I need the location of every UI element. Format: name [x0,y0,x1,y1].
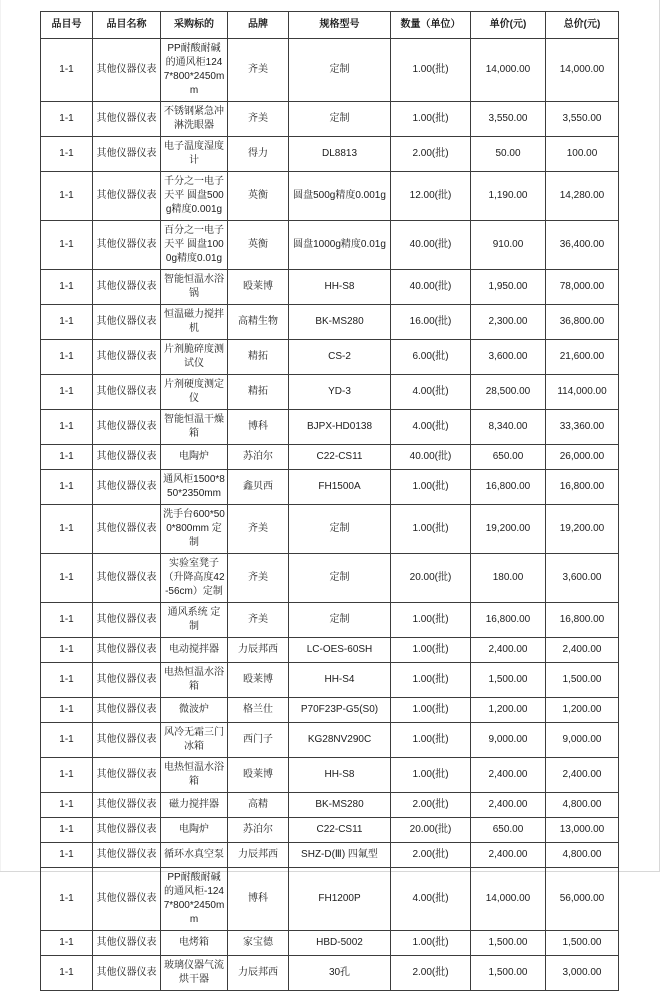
table-row [41,270,619,305]
cell-brand: 苏泊尔 [228,445,289,470]
cell-unit_price: 2,400.00 [471,843,546,868]
cell-unit_price: 16,800.00 [471,603,546,638]
cell-spec: CS-2 [289,340,391,375]
cell-qty: 2.00(批) [391,793,471,818]
cell-total_price: 4,800.00 [546,843,619,868]
cell-spec: 定制 [289,505,391,554]
cell-qty: 1.00(批) [391,638,471,663]
cell-item_name: 其他仪器仪表 [93,305,161,340]
table-row [41,843,619,868]
cell-qty: 40.00(批) [391,270,471,305]
cell-target: 百分之一电子天平 圆盘1000g精度0.01g [161,221,228,270]
cell-target: 电子温度湿度计 [161,137,228,172]
cell-brand: 西门子 [228,723,289,758]
cell-item_no: 1-1 [41,723,93,758]
cell-item_no: 1-1 [41,102,93,137]
cell-total_price: 3,550.00 [546,102,619,137]
cell-unit_price: 2,400.00 [471,758,546,793]
cell-brand: 格兰仕 [228,698,289,723]
cell-spec: HBD-5002 [289,931,391,956]
cell-brand: 精拓 [228,375,289,410]
table-body [41,39,619,991]
table-row [41,305,619,340]
cell-item_no: 1-1 [41,305,93,340]
cell-qty: 40.00(批) [391,445,471,470]
cell-spec: SHZ-D(Ⅲ) 四氟型 [289,843,391,868]
table-row [41,818,619,843]
cell-spec: 30孔 [289,956,391,991]
cell-spec: 定制 [289,39,391,102]
cell-total_price: 3,600.00 [546,554,619,603]
cell-item_no: 1-1 [41,137,93,172]
cell-brand: 殴莱博 [228,270,289,305]
cell-item_name: 其他仪器仪表 [93,603,161,638]
cell-unit_price: 19,200.00 [471,505,546,554]
cell-unit_price: 1,190.00 [471,172,546,221]
cell-item_no: 1-1 [41,39,93,102]
cell-item_no: 1-1 [41,505,93,554]
cell-target: 电热恒温水浴箱 [161,758,228,793]
cell-item_no: 1-1 [41,638,93,663]
cell-target: 不锈钢紧急冲淋洗眼器 [161,102,228,137]
cell-spec: HH-S4 [289,663,391,698]
cell-brand: 齐美 [228,505,289,554]
table-header-row [41,12,619,39]
cell-item_name: 其他仪器仪表 [93,723,161,758]
cell-total_price: 9,000.00 [546,723,619,758]
cell-item_no: 1-1 [41,931,93,956]
cell-item_name: 其他仪器仪表 [93,172,161,221]
cell-qty: 2.00(批) [391,843,471,868]
cell-item_name: 其他仪器仪表 [93,375,161,410]
cell-item_name: 其他仪器仪表 [93,868,161,931]
cell-brand: 博科 [228,410,289,445]
column-header-qty: 数量（单位） [391,12,471,39]
cell-total_price: 100.00 [546,137,619,172]
table-row [41,137,619,172]
table-row [41,868,619,931]
table-row [41,445,619,470]
cell-qty: 1.00(批) [391,505,471,554]
cell-brand: 博科 [228,868,289,931]
cell-target: 通风系统 定制 [161,603,228,638]
cell-target: 电陶炉 [161,445,228,470]
cell-target: PP耐酸耐碱的通风柜-1247*800*2450mm [161,868,228,931]
cell-item_no: 1-1 [41,663,93,698]
column-header-brand: 品牌 [228,12,289,39]
cell-item_name: 其他仪器仪表 [93,663,161,698]
cell-brand: 齐美 [228,39,289,102]
cell-brand: 殴莱博 [228,663,289,698]
table-row [41,39,619,102]
table-row [41,956,619,991]
cell-unit_price: 2,300.00 [471,305,546,340]
cell-item_name: 其他仪器仪表 [93,793,161,818]
cell-item_no: 1-1 [41,221,93,270]
cell-item_name: 其他仪器仪表 [93,698,161,723]
cell-brand: 齐美 [228,554,289,603]
cell-target: 电动搅拌器 [161,638,228,663]
cell-unit_price: 1,200.00 [471,698,546,723]
cell-item_name: 其他仪器仪表 [93,818,161,843]
cell-unit_price: 3,550.00 [471,102,546,137]
cell-unit_price: 1,950.00 [471,270,546,305]
cell-item_no: 1-1 [41,758,93,793]
cell-item_name: 其他仪器仪表 [93,470,161,505]
cell-target: 片剂硬度测定仪 [161,375,228,410]
cell-item_name: 其他仪器仪表 [93,505,161,554]
cell-qty: 1.00(批) [391,470,471,505]
cell-qty: 20.00(批) [391,818,471,843]
cell-brand: 力辰邦西 [228,956,289,991]
cell-spec: 定制 [289,603,391,638]
cell-item_no: 1-1 [41,270,93,305]
cell-target: 磁力搅拌器 [161,793,228,818]
cell-qty: 1.00(批) [391,758,471,793]
cell-unit_price: 28,500.00 [471,375,546,410]
table-row [41,638,619,663]
table-row [41,102,619,137]
column-header-unit_price: 单价(元) [471,12,546,39]
cell-unit_price: 8,340.00 [471,410,546,445]
cell-brand: 精拓 [228,340,289,375]
cell-item_name: 其他仪器仪表 [93,221,161,270]
cell-item_name: 其他仪器仪表 [93,445,161,470]
cell-qty: 4.00(批) [391,375,471,410]
cell-qty: 1.00(批) [391,603,471,638]
cell-item_no: 1-1 [41,554,93,603]
cell-item_no: 1-1 [41,868,93,931]
cell-item_name: 其他仪器仪表 [93,638,161,663]
cell-spec: 定制 [289,554,391,603]
cell-unit_price: 1,500.00 [471,931,546,956]
cell-spec: BJPX-HD0138 [289,410,391,445]
cell-item_no: 1-1 [41,410,93,445]
cell-target: 电烤箱 [161,931,228,956]
cell-qty: 1.00(批) [391,931,471,956]
table-row [41,793,619,818]
cell-spec: FH1500A [289,470,391,505]
cell-spec: C22-CS11 [289,445,391,470]
cell-item_no: 1-1 [41,956,93,991]
cell-target: 风冷无霜三门冰箱 [161,723,228,758]
cell-qty: 1.00(批) [391,39,471,102]
column-header-item_no: 品目号 [41,12,93,39]
table-row [41,931,619,956]
cell-total_price: 1,200.00 [546,698,619,723]
table-row [41,410,619,445]
cell-unit_price: 910.00 [471,221,546,270]
cell-item_no: 1-1 [41,793,93,818]
cell-unit_price: 50.00 [471,137,546,172]
cell-spec: BK-MS280 [289,793,391,818]
cell-unit_price: 9,000.00 [471,723,546,758]
cell-total_price: 2,400.00 [546,638,619,663]
cell-item_name: 其他仪器仪表 [93,931,161,956]
cell-unit_price: 2,400.00 [471,638,546,663]
cell-target: 千分之一电子天平 圆盘500g精度0.001g [161,172,228,221]
cell-spec: HH-S8 [289,758,391,793]
cell-item_no: 1-1 [41,818,93,843]
cell-item_name: 其他仪器仪表 [93,102,161,137]
cell-target: PP耐酸耐碱的通风柜1247*800*2450mm [161,39,228,102]
cell-target: 玻璃仪器气流烘干器 [161,956,228,991]
cell-target: 微波炉 [161,698,228,723]
table-row [41,505,619,554]
cell-spec: HH-S8 [289,270,391,305]
cell-unit_price: 650.00 [471,445,546,470]
cell-total_price: 13,000.00 [546,818,619,843]
cell-qty: 6.00(批) [391,340,471,375]
cell-qty: 1.00(批) [391,698,471,723]
cell-total_price: 114,000.00 [546,375,619,410]
cell-target: 片剂脆碎度测试仪 [161,340,228,375]
cell-item_name: 其他仪器仪表 [93,554,161,603]
cell-brand: 家宝德 [228,931,289,956]
cell-qty: 12.00(批) [391,172,471,221]
cell-item_name: 其他仪器仪表 [93,270,161,305]
cell-item_name: 其他仪器仪表 [93,843,161,868]
cell-target: 智能恒温水浴锅 [161,270,228,305]
table-row [41,340,619,375]
cell-target: 实验室凳子（升降高度42-56cm）定制 [161,554,228,603]
cell-qty: 4.00(批) [391,868,471,931]
cell-target: 电陶炉 [161,818,228,843]
cell-target: 洗手台600*500*800mm 定制 [161,505,228,554]
cell-qty: 1.00(批) [391,102,471,137]
cell-spec: LC-OES-60SH [289,638,391,663]
cell-item_name: 其他仪器仪表 [93,39,161,102]
cell-spec: BK-MS280 [289,305,391,340]
table-row [41,603,619,638]
cell-total_price: 36,400.00 [546,221,619,270]
cell-target: 通风柜1500*850*2350mm [161,470,228,505]
cell-spec: YD-3 [289,375,391,410]
cell-item_name: 其他仪器仪表 [93,758,161,793]
table-row [41,554,619,603]
table-row [41,172,619,221]
cell-item_name: 其他仪器仪表 [93,410,161,445]
table-row [41,723,619,758]
cell-qty: 1.00(批) [391,723,471,758]
cell-brand: 得力 [228,137,289,172]
cell-brand: 高精生物 [228,305,289,340]
cell-brand: 齐美 [228,102,289,137]
cell-item_no: 1-1 [41,470,93,505]
cell-total_price: 26,000.00 [546,445,619,470]
cell-qty: 2.00(批) [391,137,471,172]
table-row [41,221,619,270]
procurement-items-table [40,11,619,991]
cell-unit_price: 1,500.00 [471,956,546,991]
cell-item_name: 其他仪器仪表 [93,956,161,991]
cell-brand: 苏泊尔 [228,818,289,843]
table-row [41,758,619,793]
cell-spec: FH1200P [289,868,391,931]
cell-total_price: 1,500.00 [546,931,619,956]
cell-unit_price: 2,400.00 [471,793,546,818]
cell-spec: KG28NV290C [289,723,391,758]
cell-item_no: 1-1 [41,603,93,638]
cell-total_price: 4,800.00 [546,793,619,818]
cell-brand: 力辰邦西 [228,843,289,868]
cell-total_price: 21,600.00 [546,340,619,375]
cell-item_no: 1-1 [41,172,93,221]
column-header-spec: 规格型号 [289,12,391,39]
cell-item_name: 其他仪器仪表 [93,137,161,172]
table-row [41,698,619,723]
cell-total_price: 3,000.00 [546,956,619,991]
cell-unit_price: 16,800.00 [471,470,546,505]
cell-total_price: 2,400.00 [546,758,619,793]
cell-item_no: 1-1 [41,843,93,868]
cell-brand: 英衡 [228,221,289,270]
cell-brand: 高精 [228,793,289,818]
column-header-target: 采购标的 [161,12,228,39]
cell-total_price: 1,500.00 [546,663,619,698]
cell-total_price: 14,000.00 [546,39,619,102]
cell-unit_price: 14,000.00 [471,39,546,102]
cell-brand: 力辰邦西 [228,638,289,663]
cell-unit_price: 14,000.00 [471,868,546,931]
cell-unit_price: 650.00 [471,818,546,843]
cell-spec: DL8813 [289,137,391,172]
cell-target: 电热恒温水浴箱 [161,663,228,698]
cell-total_price: 56,000.00 [546,868,619,931]
cell-brand: 殴莱博 [228,758,289,793]
cell-item_no: 1-1 [41,445,93,470]
cell-spec: P70F23P-G5(S0) [289,698,391,723]
cell-qty: 20.00(批) [391,554,471,603]
cell-qty: 1.00(批) [391,663,471,698]
cell-qty: 40.00(批) [391,221,471,270]
cell-spec: 定制 [289,102,391,137]
table-row [41,663,619,698]
cell-target: 智能恒温干燥箱 [161,410,228,445]
cell-item_name: 其他仪器仪表 [93,340,161,375]
cell-target: 恒温磁力搅拌机 [161,305,228,340]
cell-qty: 2.00(批) [391,956,471,991]
column-header-total_price: 总价(元) [546,12,619,39]
table-row [41,470,619,505]
column-header-item_name: 品目名称 [93,12,161,39]
cell-target: 循环水真空泵 [161,843,228,868]
cell-spec: 圆盘1000g精度0.01g [289,221,391,270]
cell-total_price: 16,800.00 [546,603,619,638]
cell-total_price: 19,200.00 [546,505,619,554]
table-row [41,375,619,410]
cell-total_price: 33,360.00 [546,410,619,445]
cell-total_price: 14,280.00 [546,172,619,221]
cell-item_no: 1-1 [41,375,93,410]
cell-spec: 圆盘500g精度0.001g [289,172,391,221]
cell-brand: 英衡 [228,172,289,221]
cell-qty: 4.00(批) [391,410,471,445]
cell-brand: 齐美 [228,603,289,638]
cell-qty: 16.00(批) [391,305,471,340]
cell-item_no: 1-1 [41,698,93,723]
cell-unit_price: 3,600.00 [471,340,546,375]
cell-brand: 鑫贝西 [228,470,289,505]
cell-spec: C22-CS11 [289,818,391,843]
cell-total_price: 16,800.00 [546,470,619,505]
cell-item_no: 1-1 [41,340,93,375]
cell-total_price: 78,000.00 [546,270,619,305]
cell-unit_price: 180.00 [471,554,546,603]
cell-total_price: 36,800.00 [546,305,619,340]
cell-unit_price: 1,500.00 [471,663,546,698]
